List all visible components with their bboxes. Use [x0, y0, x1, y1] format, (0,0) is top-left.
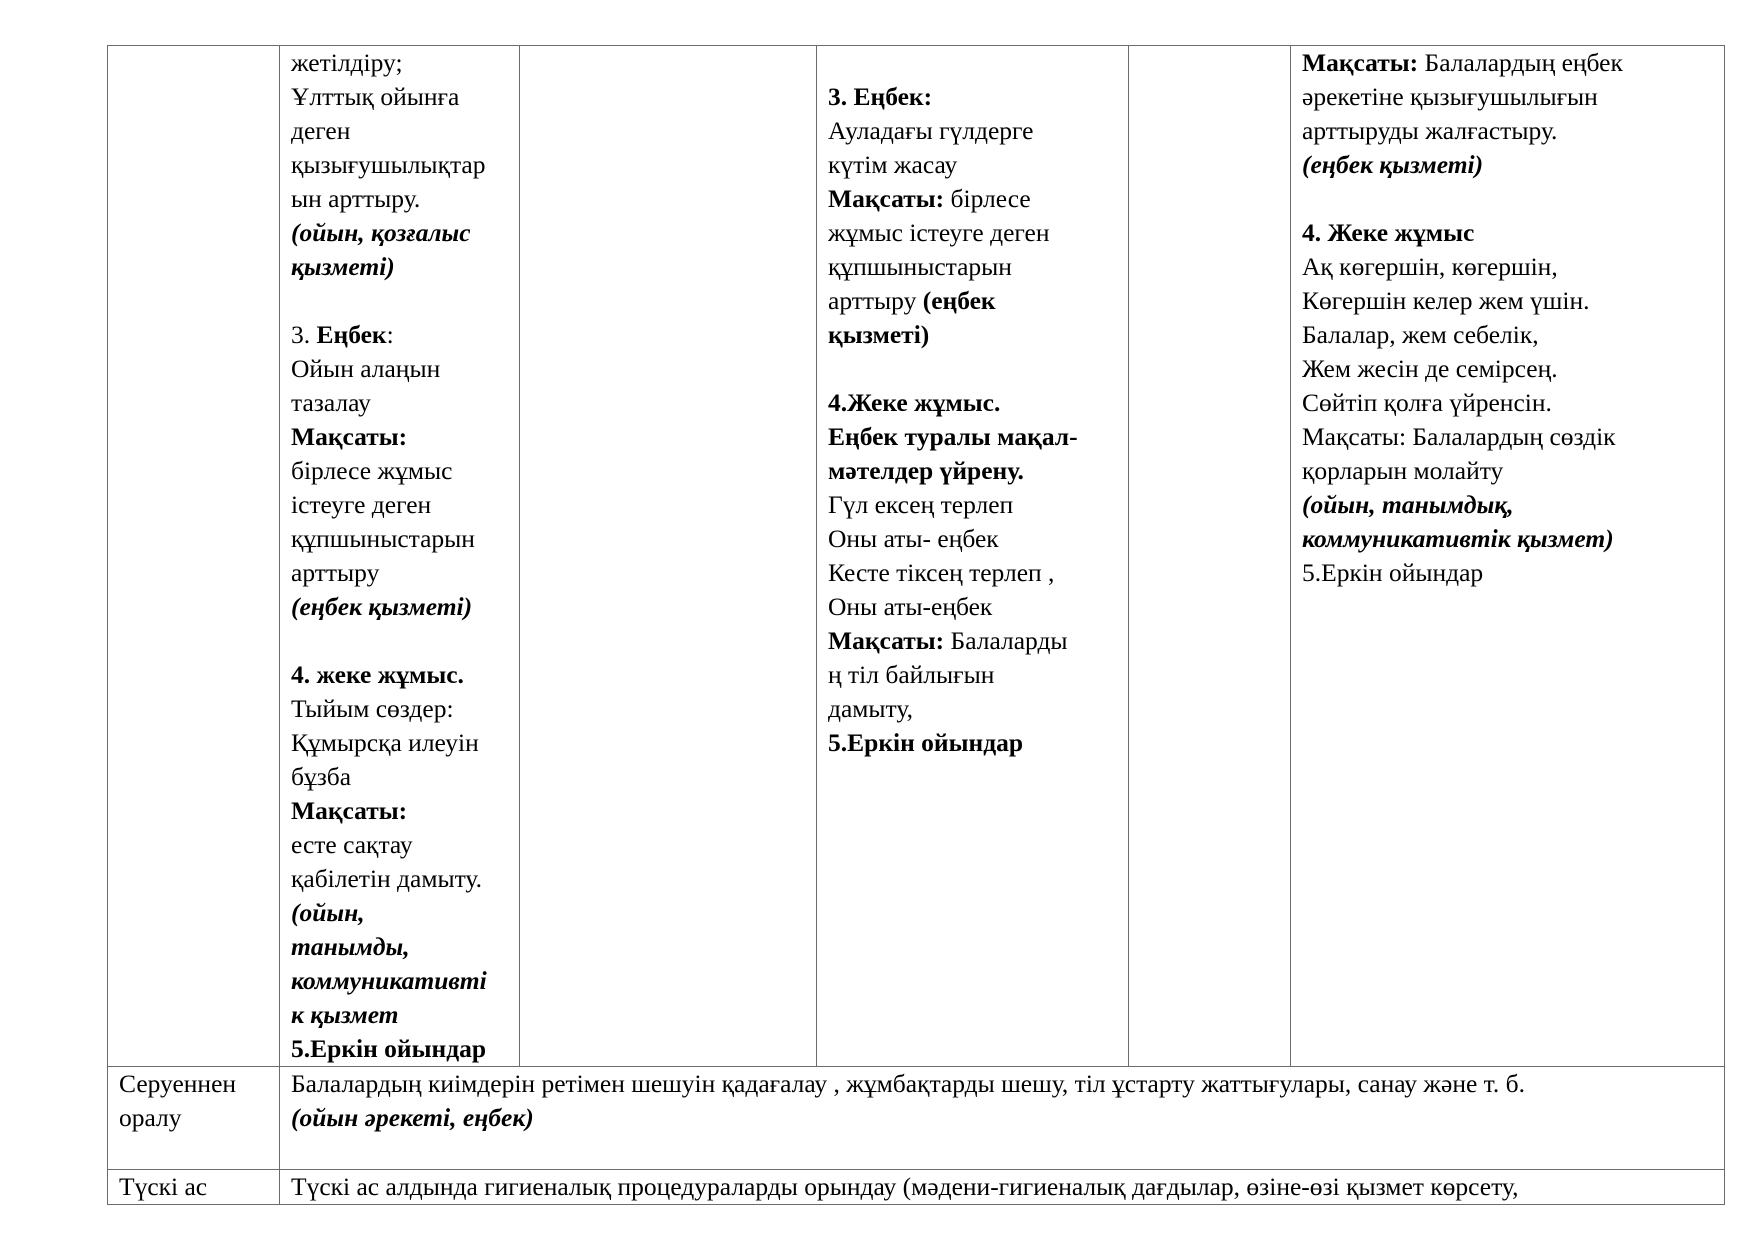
- day-2-cell: [280, 46, 520, 1067]
- col2-line: 4. жеке жұмыс.: [291, 660, 464, 689]
- col2-line: есте сақтау: [291, 830, 413, 859]
- col2-line: 3. Еңбек:: [291, 320, 394, 349]
- day-6-activity-text: [1302, 46, 1714, 590]
- col4-line: мәтелдер үйрену.: [828, 456, 1024, 485]
- col2-line: коммуникативті: [291, 966, 487, 995]
- day-4-activity-text: [828, 46, 1118, 760]
- col6-line: 5.Еркін ойындар: [1302, 558, 1484, 587]
- col6-line: 4. Жеке жұмыс: [1302, 218, 1475, 247]
- col6-line: арттыруды жалғастыру.: [1302, 116, 1558, 145]
- col4-line: Кесте тіксең терлеп ,: [828, 558, 1055, 587]
- col2-line: тазалау: [291, 388, 371, 417]
- col2-line: бұзба: [291, 762, 352, 791]
- lunch-row-text: Түскі ас алдында гигиеналық процедураларды орындау (мәдени-гигиеналық дағдылар, өзіне-өзі қызмет көрсету,: [291, 1172, 1519, 1201]
- col4-line: Мақсаты: Балаларды: [828, 626, 1068, 655]
- return-row-label: Серуеннен оралу: [108, 1067, 280, 1170]
- col2-line: қызығушылықтар: [291, 150, 486, 179]
- col4-line: ң тіл байлығын: [828, 660, 995, 689]
- col2-line: танымды,: [291, 932, 410, 961]
- col2-line: [291, 624, 509, 658]
- col2-line: Мақсаты:: [291, 796, 408, 825]
- row-label-cell-empty: [108, 46, 280, 1067]
- col2-line: қызметі): [291, 252, 395, 281]
- col4-line: Оны аты-еңбек: [828, 592, 993, 621]
- col4-line: [828, 352, 1118, 386]
- col4-line: [828, 46, 1118, 80]
- col4-line: 3. Еңбек:: [828, 82, 933, 111]
- col2-line: Ойын алаңын: [291, 354, 441, 383]
- col6-line: Көгершін келер жем үшін.: [1302, 286, 1590, 315]
- col2-line: (еңбек қызметі): [291, 592, 473, 621]
- daily-plan-table: [107, 45, 1725, 1205]
- col6-line: (еңбек қызметі): [1302, 150, 1484, 179]
- col6-line: коммуникативтік қызмет): [1302, 524, 1614, 553]
- col2-line: 5.Еркін ойындар: [291, 1034, 487, 1063]
- lunch-row-content: [280, 1170, 1725, 1205]
- col2-line: к қызмет: [291, 1000, 399, 1029]
- col4-line: 4.Жеке жұмыс.: [828, 388, 1001, 417]
- col4-line: дамыту,: [828, 694, 913, 723]
- return-row-text: Балалардың киімдерін ретімен шешуін қадағалау , жұмбақтарды шешу, тіл ұстарту жаттығулары, санау және т. б.: [291, 1069, 1525, 1098]
- col6-line: (ойын, танымдық,: [1302, 490, 1514, 519]
- col2-line: Мақсаты:: [291, 422, 408, 451]
- col2-line: Ұлттық ойынға: [291, 82, 460, 111]
- col2-line: Құмырсқа илеуін: [291, 728, 479, 757]
- col2-line: қабілетін дамыту.: [291, 864, 483, 893]
- col2-line: (ойын,: [291, 898, 365, 927]
- col2-line: деген: [291, 116, 351, 145]
- col6-line: Мақсаты: Балалардың еңбек: [1302, 48, 1623, 77]
- col6-line: Жем жесін де семірсең.: [1302, 354, 1558, 383]
- col6-line: әрекетіне қызығушылығын: [1302, 82, 1598, 111]
- col6-line: Сөйтіп қолға үйренсін.: [1302, 388, 1552, 417]
- col4-line: күтім жасау: [828, 150, 958, 179]
- col2-line: (ойын, қозғалыс: [291, 218, 471, 247]
- col2-line: істеуге деген: [291, 490, 432, 519]
- col4-line: қызметі): [828, 320, 930, 349]
- col2-line: Тыйым сөздер:: [291, 694, 454, 723]
- lunch-row: [108, 1170, 1725, 1205]
- day-6-cell: [1291, 46, 1725, 1067]
- col6-line: [1302, 182, 1714, 216]
- col4-line: Ауладағы гүлдерге: [828, 116, 1034, 145]
- return-row-activity: (ойын әрекеті, еңбек): [291, 1103, 534, 1132]
- day-5-cell-empty: [1129, 46, 1291, 1067]
- col2-line: жетілдіру;: [291, 48, 403, 77]
- day-2-activity-text: [291, 46, 509, 1066]
- col4-line: Еңбек туралы мақал-: [828, 422, 1078, 451]
- col2-line: ын арттыру.: [291, 184, 421, 213]
- return-from-walk-row: [108, 1067, 1725, 1170]
- col4-line: арттыру (еңбек: [828, 286, 996, 315]
- col4-line: Гүл ексең терлеп: [828, 490, 1014, 519]
- col6-line: Балалар, жем себелік,: [1302, 320, 1539, 349]
- lunch-row-label: Түскі ас: [108, 1170, 280, 1205]
- col4-line: Мақсаты: бірлесе: [828, 184, 1031, 213]
- walk-activities-row: [108, 46, 1725, 1067]
- col6-line: Ақ көгершін, көгершін,: [1302, 252, 1558, 281]
- col4-line: Оны аты- еңбек: [828, 524, 999, 553]
- col4-line: құпшыныстарын: [828, 252, 1012, 281]
- col4-line: 5.Еркін ойындар: [828, 728, 1024, 757]
- return-row-content: [280, 1067, 1725, 1170]
- col2-line: [291, 284, 509, 318]
- col2-line: бірлесе жұмыс: [291, 456, 453, 485]
- col6-line: Мақсаты: Балалардың сөздік: [1302, 422, 1616, 451]
- col2-line: құпшыныстарын: [291, 524, 475, 553]
- col6-line: қорларын молайту: [1302, 456, 1504, 485]
- col2-line: арттыру: [291, 558, 380, 587]
- day-4-cell: [817, 46, 1129, 1067]
- day-3-cell-empty: [520, 46, 817, 1067]
- col4-line: жұмыс істеуге деген: [828, 218, 1050, 247]
